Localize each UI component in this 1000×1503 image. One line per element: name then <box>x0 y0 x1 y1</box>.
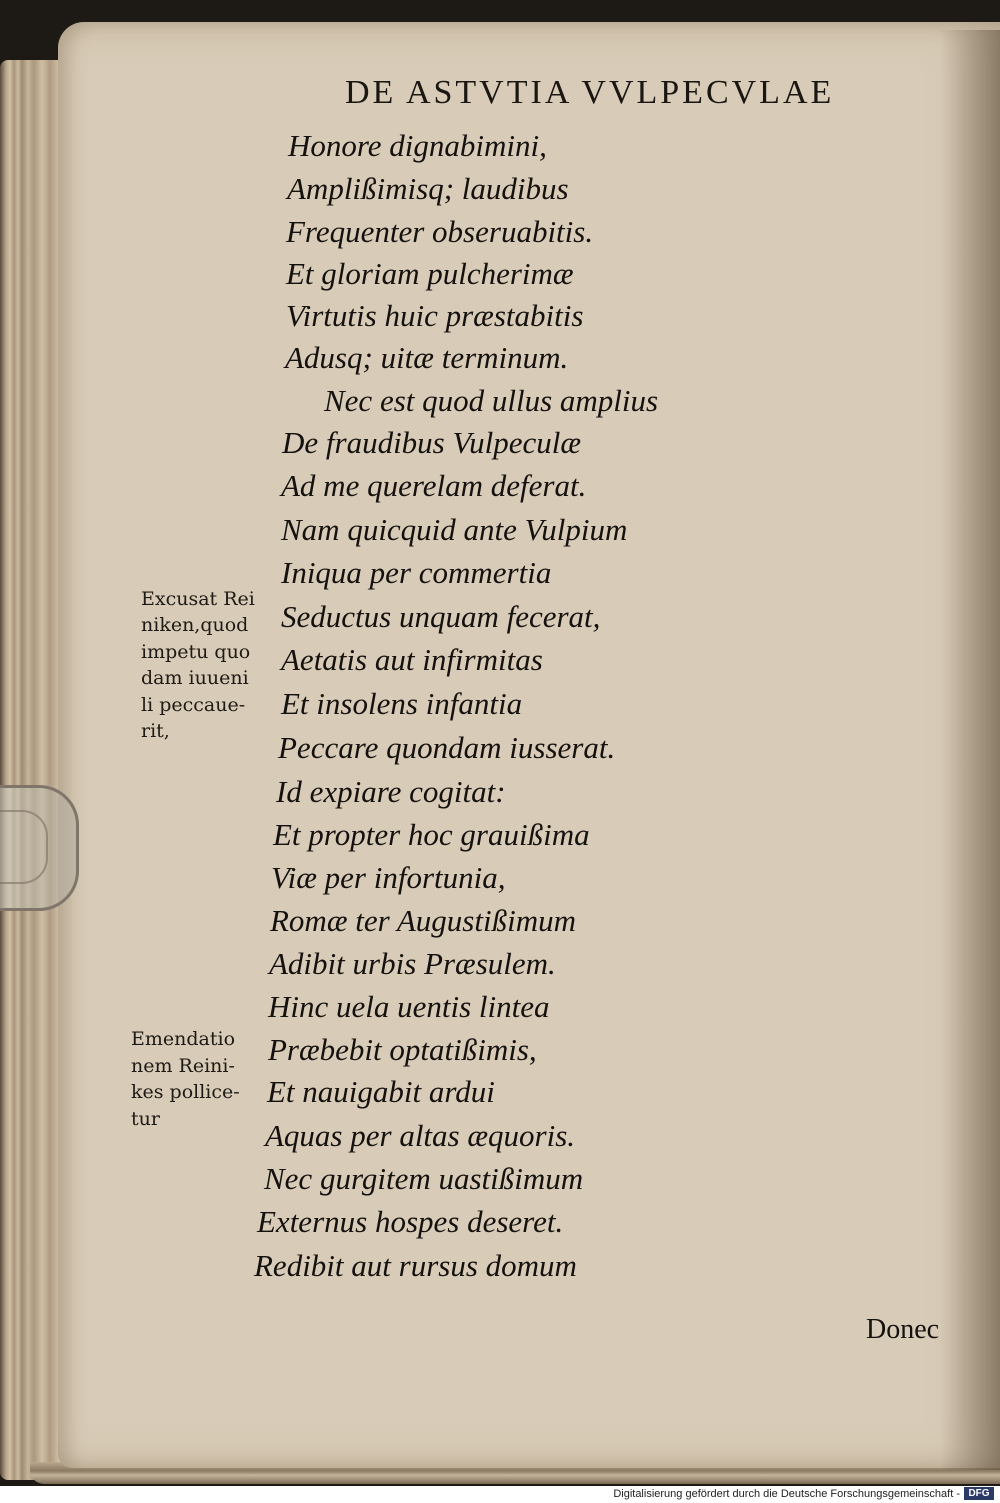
verse-line: Adibit urbis Præsulem. <box>269 946 556 981</box>
page-clip-inner <box>0 810 48 884</box>
verse-line: Nec gurgitem uastißimum <box>264 1161 584 1196</box>
verse-line: Nec est quod ullus amplius <box>324 383 659 418</box>
verse-line: Et nauigabit ardui <box>267 1074 495 1109</box>
marginal-note-line: li peccaue- <box>141 694 246 716</box>
verse-line: Honore dignabimini, <box>288 128 547 163</box>
verse-line: Frequenter obseruabitis. <box>286 214 594 249</box>
marginal-note-line: dam iuueni <box>141 667 249 689</box>
verse-line: Redibit aut rursus domum <box>254 1248 577 1283</box>
dfg-logo: DFG <box>964 1487 994 1500</box>
marginal-note-line: tur <box>131 1108 160 1130</box>
verse-line: Et gloriam pulcherimæ <box>286 256 574 291</box>
verse-line: Præbebit optatißimis, <box>268 1032 537 1067</box>
marginal-note-line: impetu quo <box>141 641 251 663</box>
catchword: Donec <box>866 1314 940 1345</box>
verse-line: Peccare quondam iusserat. <box>278 730 616 765</box>
verse-line: Iniqua per commertia <box>281 555 552 590</box>
verse-line: Aquas per altas æquoris. <box>265 1118 576 1153</box>
verse-line: Externus hospes deseret. <box>257 1204 564 1239</box>
verse-line: Adusq; uitæ terminum. <box>285 340 569 375</box>
verse-line: Aetatis aut infirmitas <box>281 642 543 677</box>
marginal-note-line: kes pollice- <box>131 1081 240 1103</box>
marginal-note-line: Excusat Rei <box>141 588 255 610</box>
marginal-note-line: Emendatio <box>131 1028 236 1050</box>
marginal-note-line: nem Reini- <box>131 1055 235 1077</box>
marginal-note-line: rit, <box>141 720 170 742</box>
verse-line: Id expiare cogitat: <box>276 774 506 809</box>
verse-line: Virtutis huic præstabitis <box>286 298 584 333</box>
marginal-note-line: niken,quod <box>141 614 249 636</box>
verse-line: Romæ ter Augustißimum <box>270 903 576 938</box>
verse-line: De fraudibus Vulpeculæ <box>282 425 582 460</box>
gutter-shadow <box>940 30 1000 1470</box>
verse-line: Nam quicquid ante Vulpium <box>281 512 628 547</box>
verse-line: Viæ per infortunia, <box>271 860 506 895</box>
footer-credit: Digitalisierung gefördert durch die Deutsche Forschungsgemeinschaft - <box>613 1488 960 1500</box>
verse-line: Hinc uela uentis lintea <box>268 989 550 1024</box>
verse-line: Seductus unquam fecerat, <box>281 599 601 634</box>
verse-line: Et insolens infantia <box>281 686 523 721</box>
verse-line: Et propter hoc grauißima <box>273 817 590 852</box>
running-head: DE ASTVTIA VVLPECVLAE <box>345 74 835 111</box>
verse-line: Ad me querelam deferat. <box>281 468 587 503</box>
verse-line: Amplißimisq; laudibus <box>287 171 569 206</box>
